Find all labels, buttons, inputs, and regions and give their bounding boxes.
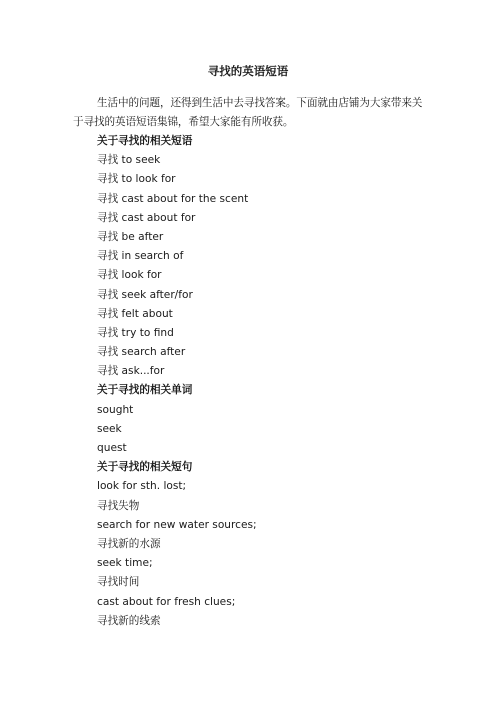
section-heading: 关于寻找的相关短语: [97, 135, 193, 147]
content-line: 寻找时间: [97, 576, 140, 589]
content-line: 寻找失物: [97, 499, 140, 512]
content-line: 寻找 to look for: [97, 173, 176, 186]
content-line: 寻找 felt about: [97, 307, 173, 320]
content-line: 寻找 cast about for the scent: [97, 192, 249, 205]
document-title: 寻找的英语短语: [207, 64, 289, 78]
section-heading: 关于寻找的相关单词: [97, 384, 193, 397]
content-line: 寻找 in search of: [97, 250, 184, 263]
content-line: 寻找 to seek: [97, 154, 161, 167]
content-line: seek time;: [97, 557, 153, 570]
content-line: 寻找新的线索: [97, 614, 161, 627]
content-line: 寻找 look for: [97, 269, 162, 282]
content-line: search for new water sources;: [97, 518, 257, 531]
section-heading: 关于寻找的相关短句: [97, 461, 193, 474]
content-line: 寻找 cast about for: [97, 211, 196, 224]
content-line: 寻找 be after: [97, 230, 164, 243]
content-line: look for sth. lost;: [97, 480, 187, 493]
content-line: cast about for fresh clues;: [97, 595, 236, 608]
intro-paragraph: 生活中的问题，还得到生活中去寻找答案。下面就由店铺为大家带来关于寻找的英语短语集锦，希望大家能有所收获。: [73, 97, 423, 128]
content-lines: [97, 132, 437, 631]
content-line: 寻找 search after: [97, 346, 186, 359]
content-line: quest: [97, 442, 127, 454]
content-line: 寻找新的水源: [97, 537, 161, 550]
content-line: 寻找 try to find: [97, 326, 174, 339]
content-line: seek: [97, 422, 122, 435]
content-line: 寻找 seek after/for: [97, 288, 193, 301]
content-line: sought: [97, 403, 134, 416]
content-line: 寻找 ask...for: [97, 365, 165, 378]
